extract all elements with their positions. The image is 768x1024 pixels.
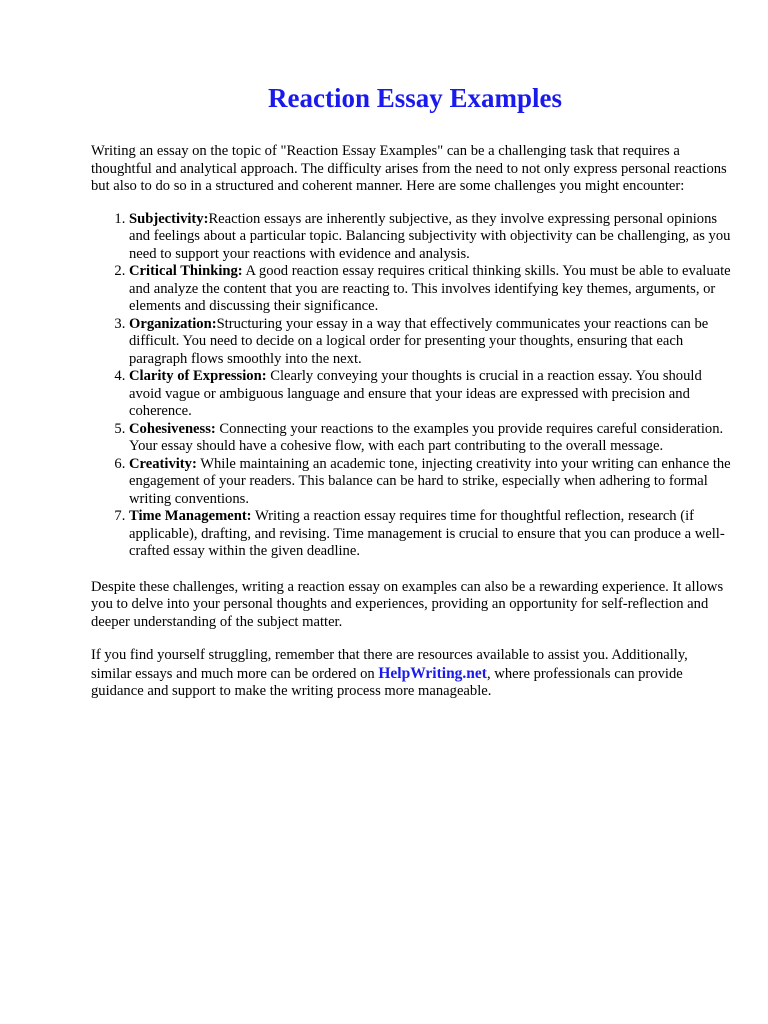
- resources-text-after: , where professionals can provide guidance and support to make the writing process more manageable.: [91, 665, 683, 699]
- list-item-text: Connecting your reactions to the examples you provide requires careful consideration. Your essay should have a cohesive flow, with each part contributing to the overall message.: [129, 420, 724, 454]
- resources-paragraph: [91, 647, 731, 701]
- list-item-term: Subjectivity:: [129, 210, 209, 227]
- resources-text-before: If you find yourself struggling, remember that there are resources available to assist you. Additionally, similar essays and much more can be ordered on: [91, 647, 688, 682]
- closing-paragraph: Despite these challenges, writing a reaction essay on examples can also be a rewarding experience. It allows you to delve into your personal thoughts and experiences, providing an opportunity for self-reflection and deeper understanding of the subject matter.: [91, 578, 724, 630]
- list-item-term: Time Management:: [129, 508, 252, 524]
- list-item: [129, 456, 731, 509]
- list-item-term: Clarity of Expression:: [129, 368, 267, 384]
- intro-paragraph: Writing an essay on the topic of "Reaction Essay Examples" can be a challenging task that requires a thoughtful and analytical approach. The difficulty arises from the need to not only express personal reactions but also to do so in a structured and coherent manner. Here are some challenges you might encounter:: [91, 143, 727, 194]
- challenges-list: [91, 211, 731, 561]
- list-item-text: A good reaction essay requires critical thinking skills. You must be able to evaluate and analyze the content that you are reacting to. This involves identifying key themes, arguments, or elements and discussing their significance.: [129, 263, 731, 314]
- helpwriting-link[interactable]: HelpWriting.net: [378, 664, 487, 682]
- list-item-text: While maintaining an academic tone, injecting creativity into your writing can enhance the engagement of your readers. This balance can be hard to strike, especially when adhering to formal writing conventions.: [129, 455, 731, 507]
- list-item-term: Critical Thinking:: [129, 263, 243, 279]
- list-item: [129, 421, 731, 456]
- list-item-text: Writing a reaction essay requires time for thoughtful reflection, research (if applicable), drafting, and revising. Time management is crucial to ensure that you can produce a well-crafted essay within the given deadline.: [129, 508, 725, 559]
- list-item-text: Clearly conveying your thoughts is crucial in a reaction essay. You should avoid vague or ambiguous language and ensure that your ideas are expressed with precision and coherence.: [129, 368, 702, 419]
- list-item-text: Structuring your essay in a way that effectively communicates your reactions can be difficult. You need to decide on a logical order for presenting your thoughts, ensuring that each paragraph flows smoothly into the next.: [129, 315, 709, 367]
- document-page: [91, 82, 731, 701]
- list-item-term: Cohesiveness:: [129, 420, 216, 437]
- list-item-term: Organization:: [129, 315, 217, 332]
- list-item: [129, 368, 731, 421]
- list-item-term: Creativity:: [129, 455, 197, 472]
- list-item: [129, 211, 731, 264]
- list-item: [129, 508, 731, 561]
- page-title: Reaction Essay Examples: [267, 83, 562, 113]
- list-item: [129, 316, 731, 369]
- list-item: [129, 263, 731, 316]
- list-item-text: Reaction essays are inherently subjective, as they involve expressing personal opinions and feelings about a particular topic. Balancing subjectivity with objectivity can be challenging, as you need to support your reactions with evidence and analysis.: [129, 210, 731, 262]
